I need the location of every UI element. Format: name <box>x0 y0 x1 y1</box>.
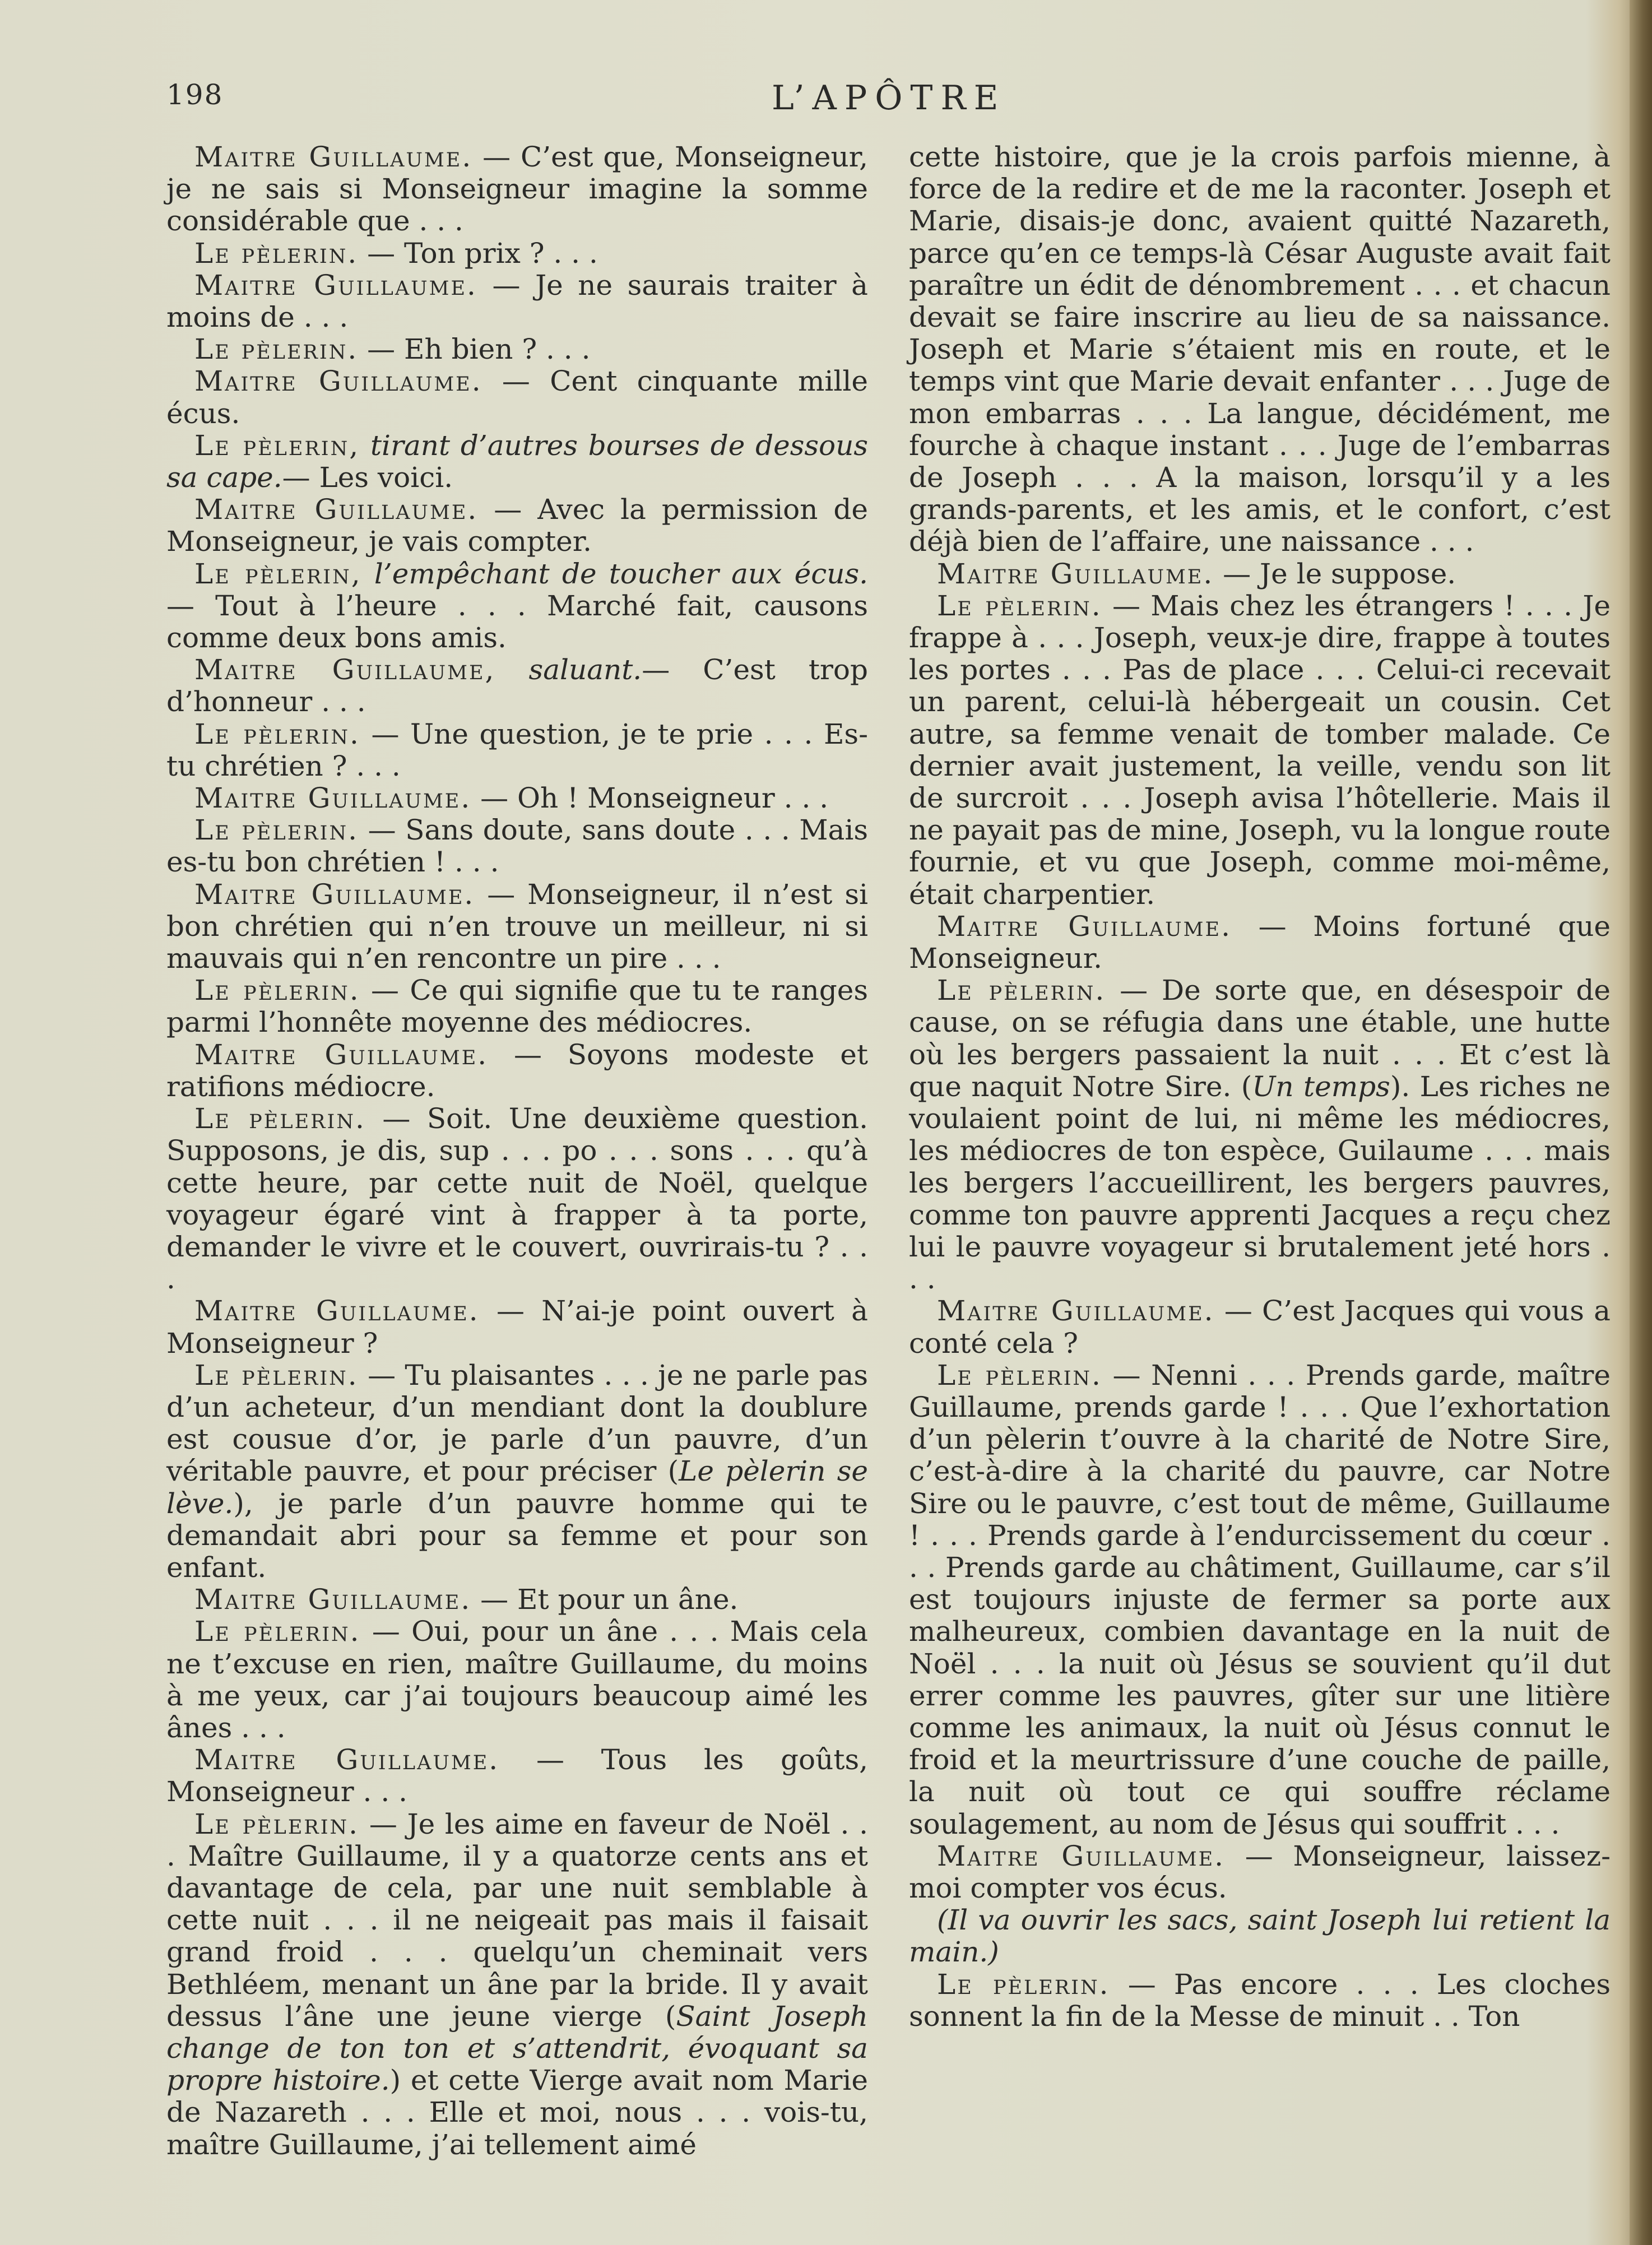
dialogue-paragraph <box>166 1103 868 1295</box>
dialogue-text: — Oui, pour un âne . . . Mais cela ne t’excuse en rien, maître Guillaume, du moins à me yeux, car j’ai toujours beaucoup aimé les ânes . . . <box>166 1615 868 1744</box>
dialogue-paragraph <box>909 1969 1611 2033</box>
dialogue-text: — Sans doute, sans doute . . . Mais es-tu bon chrétien ! . . . <box>166 814 869 879</box>
dialogue-paragraph <box>166 654 868 718</box>
speaker-name: Le pèlerin. <box>194 1615 361 1648</box>
dialogue-text: ) et cette Vierge avait nom Marie de Nazareth . . . Elle et moi, nous . . . vois-tu, maître Guillaume, j’ai tellement aimé <box>166 2064 868 2161</box>
running-title: L’APÔTRE <box>772 78 1006 118</box>
dialogue-paragraph <box>166 782 868 814</box>
dialogue-paragraph <box>909 558 1611 590</box>
speaker-name: Maitre Guillaume. <box>194 1743 500 1776</box>
dialogue-paragraph <box>909 911 1611 975</box>
speaker-name: Maitre Guillaume. <box>194 1038 489 1071</box>
dialogue-paragraph <box>166 430 868 494</box>
speaker-name: Maitre Guillaume. <box>194 141 473 173</box>
speaker-name: Le pèlerin. <box>194 1358 359 1391</box>
dialogue-text: — Les voici. <box>282 461 453 494</box>
dialogue-text: — Tu plaisantes . . . je ne parle pas d’un acheteur, d’un mendiant dont la doublure est cousue d’or, je parle d’un pauvre, d’un véritable pauvre, et pour préciser ( <box>166 1358 868 1488</box>
speaker-name: Le pèlerin. <box>194 974 360 1007</box>
speaker-name: Maitre Guillaume. <box>937 1839 1226 1872</box>
stage-direction: Un temps <box>1252 1070 1390 1103</box>
dialogue-paragraph <box>166 975 868 1038</box>
dialogue-paragraph <box>166 141 868 238</box>
dialogue-text: — Une question, je te prie . . . Es-tu chrétien ? . . . <box>166 717 868 782</box>
dialogue-paragraph <box>166 718 868 782</box>
dialogue-text: — Moins fortuné que Monseigneur. <box>909 910 1611 975</box>
dialogue-paragraph <box>909 1360 1611 1840</box>
dialogue-paragraph <box>166 1360 868 1584</box>
page-header <box>166 78 1601 123</box>
speaker-name: Maitre Guillaume. <box>194 782 472 815</box>
stage-direction: saluant. <box>528 653 642 687</box>
dialogue-text: — C’est trop d’honneur . . . <box>166 653 868 718</box>
speaker-name: Le pèlerin. <box>937 1358 1102 1391</box>
speaker-name: Le pèlerin. <box>937 1968 1110 2001</box>
stage-direction: Le pèlerin se lève. <box>166 1455 868 1520</box>
speaker-name: Le pèlerin. <box>937 974 1106 1007</box>
stage-direction: tirant d’autres bourses de dessous sa cape. <box>166 429 868 494</box>
dialogue-text: — Soit. Une deuxième question. Supposons, je dis, sup . . . po . . . sons . . . qu’à cette heure, par cette nuit de Noël, quelque voyageur égaré vint à frapper à ta porte, demander le vivre et le couvert, ouvrirais-tu ? . . . <box>166 1102 868 1296</box>
dialogue-paragraph <box>909 1840 1611 1904</box>
dialogue-paragraph <box>909 590 1611 911</box>
dialogue-text: — Cent cinquante mille écus. <box>166 365 868 430</box>
speaker-name: Maitre Guillaume. <box>937 910 1232 943</box>
speaker-name: Le pèlerin. <box>937 589 1102 622</box>
dialogue-text: — Ton prix ? . . . <box>367 236 598 270</box>
speaker-name: Maitre Guillaume. <box>194 268 477 302</box>
dialogue-text: — Je le suppose. <box>1223 557 1456 590</box>
dialogue-paragraph <box>166 333 868 365</box>
speaker-name: Le pèlerin. <box>194 333 359 366</box>
stage-direction: (Il va ouvrir les sacs, saint Joseph lui retient la main.) <box>909 1904 1611 1969</box>
dialogue-text: — Nenni . . . Prends garde, maître Guillaume, prends garde ! . . . Que l’exhortation d’un pèlerin t’ouvre à la charité de Notre Sire, c’est-à-dire à la charité du pauvre, car Notre Sire ou le pauvre, c’est tout de même, Guillaume ! . . . Prends garde à l’endurcissement du cœur . . . Prends garde au châtiment, Guillaume, car s’il est toujours injuste de fermer sa porte aux malheureux, combien davantage en la nuit de Noël . . . la nuit où Jésus se souvient qu’il dut errer comme les pauvres, gîter sur une litière comme les animaux, la nuit où Jésus connut le froid et la meurtrissure d’une couche de paille, la nuit où tout ce qui souffre réclame soulagement, au nom de Jésus qui souffrit . . . <box>909 1358 1611 1840</box>
dialogue-text: — N’ai-je point ouvert à Monseigneur ? <box>166 1295 868 1360</box>
dialogue-text: cette histoire, que je la crois parfois mienne, à force de la redire et de me la raconter. Joseph et Marie, disais-je donc, avaient quitté Nazareth, parce qu’en ce temps-là César Auguste avait fait paraître un édit de dénombrement . . . et chacun devait se faire inscrire au lieu de sa naissance. Joseph et Marie s’étaient mis en route, et le temps vint que Marie devait enfanter . . . Juge de mon embarras . . . La langue, décidément, me fourche à chaque instant . . . Juge de l’embarras de Joseph . . . A la maison, lorsqu’il y a les grands-parents, et les amis, et le confort, c’est déjà bien de l’affaire, une naissance . . . <box>909 141 1611 558</box>
dialogue-paragraph <box>166 494 868 558</box>
dialogue-text: — Je ne saurais traiter à moins de . . . <box>166 268 868 334</box>
dialogue-text: — Avec la permission de Monseigneur, je vais compter. <box>166 493 868 558</box>
speaker-name: Maitre Guillaume. <box>937 1295 1215 1328</box>
speaker-name: Le pèlerin. <box>194 236 359 270</box>
dialogue-paragraph <box>166 270 868 333</box>
dialogue-paragraph <box>166 1744 868 1808</box>
dialogue-text: ). Les riches ne voulaient point de lui, ni même les médiocres, les médiocres de ton espèce, Guilaume . . . mais les bergers l’accueillirent, les bergers pauvres, comme ton pauvre apprenti Jacques a reçu chez lui le pauvre voyageur si brutalement jeté hors . . . <box>909 1070 1611 1296</box>
dialogue-paragraph <box>166 238 868 270</box>
dialogue-text: — Mais chez les étrangers ! . . . Je frappe à . . . Joseph, veux-je dire, frappe à toutes les portes . . . Pas de place . . . Celui-ci recevait un parent, celui-là hébergeait un cousin. Cet autre, sa femme venait de tomber malade. Ce dernier avait justement, la veille, vendu son lit de surcroit . . . Joseph avisa l’hôtellerie. Mais il ne payait pas de mine, Joseph, vu la longue route fournie, et vu que Joseph, comme moi-même, était charpentier. <box>909 589 1611 911</box>
speaker-name: Maitre Guillaume. <box>937 557 1214 590</box>
dialogue-text: — Tout à l’heure . . . Marché fait, causons comme deux bons amis. <box>166 589 868 655</box>
page-number: 198 <box>166 78 224 111</box>
dialogue-paragraph <box>909 141 1611 558</box>
speaker-name: Maitre Guillaume. <box>194 878 475 911</box>
dialogue-text: — Monseigneur, il n’est si bon chrétien qui n’en trouve un meilleur, ni si mauvais qui n’en rencontre un pire . . . <box>166 878 868 975</box>
dialogue-text: — Je les aime en faveur de Noël . . . Maître Guillaume, il y a quatorze cents ans et davantage de cela, par une nuit semblable à cette nuit . . . il ne neigeait pas mais il faisait grand froid . . . quelqu’un cheminait vers Bethléem, menant un âne par la bride. Il y avait dessus l’âne une jeune vierge ( <box>166 1807 868 2033</box>
dialogue-text: — Monseigneur, laissez-moi compter vos écus. <box>909 1839 1611 1904</box>
speaker-name: Maitre Guillaume. <box>194 493 479 526</box>
speaker-name: Le pèlerin. <box>194 717 360 750</box>
speaker-name: Le pèlerin. <box>194 814 359 847</box>
page-edge <box>1630 0 1652 2245</box>
dialogue-paragraph <box>166 1616 868 1744</box>
dialogue-paragraph <box>166 1295 868 1359</box>
dialogue-paragraph <box>166 365 868 429</box>
dialogue-text: — Ce qui signifie que tu te ranges parmi l’honnête moyenne des médiocres. <box>166 974 869 1039</box>
dialogue-text: — Tous les goûts, Monseigneur . . . <box>166 1743 868 1808</box>
speaker-name: Le pèlerin, <box>194 429 360 462</box>
stage-direction: Saint Joseph change de ton ton et s’attendrit, évoquant sa propre histoire. <box>166 2000 868 2097</box>
dialogue-paragraph <box>166 1584 868 1616</box>
dialogue-text: — Eh bien ? . . . <box>367 333 591 366</box>
speaker-name: Maitre Guillaume. <box>194 1295 480 1328</box>
speaker-name: Maitre Guillaume. <box>194 1583 472 1616</box>
dialogue-text: — De sorte que, en désespoir de cause, on se réfugia dans une étable, une hutte où les bergers passaient la nuit . . . Et c’est là que naquit Notre Sire. ( <box>909 974 1611 1103</box>
speaker-name: Maitre Guillaume, <box>194 653 496 687</box>
stage-direction: l’empêchant de toucher aux écus. <box>374 557 868 590</box>
speaker-name: Le pèlerin. <box>194 1807 360 1840</box>
dialogue-paragraph <box>909 975 1611 1295</box>
dialogue-paragraph <box>166 1808 868 2161</box>
dialogue-text: — Soyons modeste et ratifions médiocre. <box>166 1038 868 1103</box>
dialogue-paragraph <box>166 814 868 878</box>
dialogue-text: — C’est Jacques qui vous a conté cela ? <box>909 1295 1611 1360</box>
speaker-name: Le pèlerin, <box>194 557 362 590</box>
speaker-name: Maitre Guillaume. <box>194 365 482 398</box>
dialogue-text: — C’est que, Monseigneur, je ne sais si Monseigneur imagine la somme considérable que . . . <box>166 141 868 238</box>
dialogue-paragraph <box>909 1904 1611 1968</box>
dialogue-paragraph <box>166 879 868 975</box>
speaker-name: Le pèlerin. <box>194 1102 366 1135</box>
left-column <box>166 141 868 2161</box>
dialogue-text: — Et pour un âne. <box>480 1583 739 1616</box>
dialogue-text: ), je parle d’un pauvre homme qui te demandait abri pour sa femme et pour son enfant. <box>166 1487 868 1584</box>
dialogue-paragraph <box>166 1039 868 1103</box>
dialogue-paragraph <box>909 1295 1611 1359</box>
dialogue-paragraph <box>166 558 868 655</box>
dialogue-text: — Pas encore . . . Les cloches sonnent la fin de la Messe de minuit . . Ton <box>909 1968 1611 2033</box>
right-column <box>909 141 1611 2033</box>
dialogue-text: — Oh ! Monseigneur . . . <box>480 782 829 815</box>
